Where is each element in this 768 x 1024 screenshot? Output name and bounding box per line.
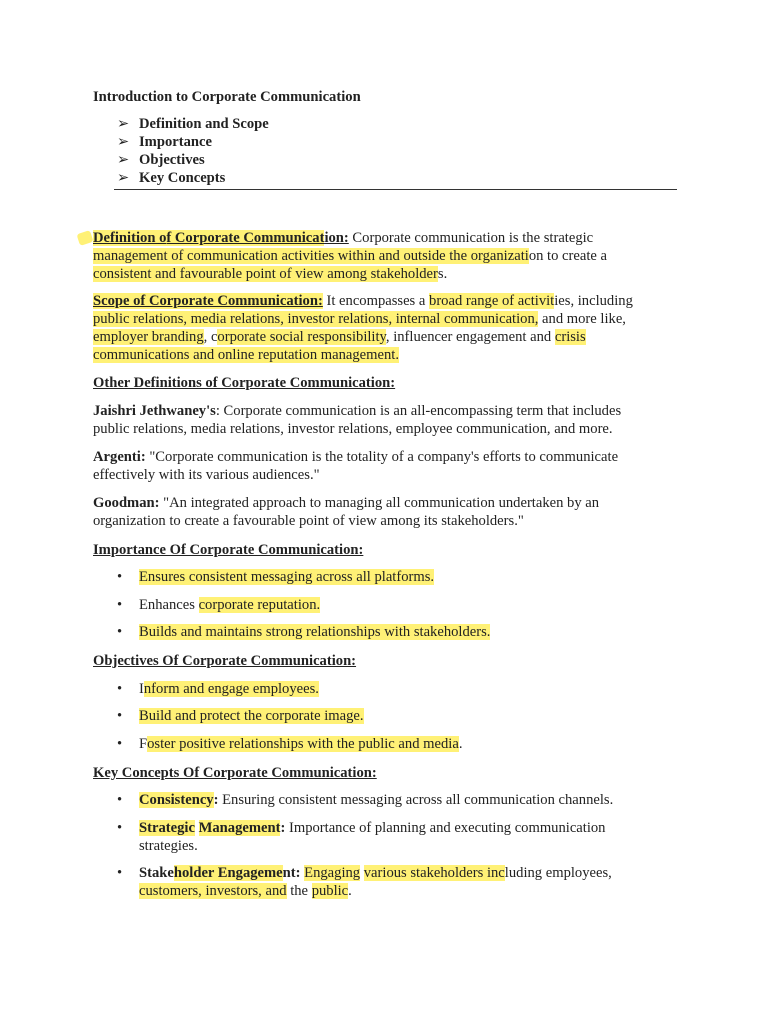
- objectives-heading: Objectives Of Corporate Communication:: [93, 653, 357, 669]
- importance-heading: Importance Of Corporate Communication:: [93, 542, 364, 558]
- bullet-icon: •: [117, 736, 123, 752]
- other-definitions-heading: Other Definitions of Corporate Communication:: [93, 375, 396, 391]
- jaishri-definition: Jaishri Jethwaney's: Corporate communication is an all-encompassing term that includes: [93, 403, 622, 419]
- bullet-icon: •: [117, 597, 123, 613]
- arrow-icon: ➢: [117, 116, 130, 132]
- bullet-icon: •: [117, 681, 123, 697]
- argenti-definition: Argenti: "Corporate communication is the totality of a company's efforts to communicate: [93, 449, 619, 465]
- document-page: Introduction to Corporate Communication ➢ Definition and Scope ➢ Importance ➢ Objectives ➢ Key Concepts Definition of Corporate Communication: Corporate communication is the strategic management of communication activities within and outside the organization to create a consistent and favourable point of view among stakeholders. Scope of Corporate Communication: It encompasses a broad range of activities, including public relations, media relations, investor relations, internal communication, and more like, employer branding, corporate social responsibility, influencer engagement and crisis communications and online reputation management. Other Definitions of Corporate Communication: Jaishri Jethwaney's: Corporate communication is an all-encompassing term that includes public relations, media relations, investor relations, employee communication, and more. Argenti: "Corporate communication is the totality of a company's efforts to communicate effectively with its various audiences." Goodman: "An integrated approach to managing all communication undertaken by an organization to create a favourable point of view among its stakeholders." Importance Of Corporate Communication: • Ensures consistent messaging across all platforms. • Enhances corporate reputation. • Builds and maintains strong relationships with stakeholders. Objectives Of Corporate Communication: • Inform and engage employees. • Build and protect the corporate image. • Foster positive relationships with the public and media. Key Concepts Of Corporate Communication: • Consistency: Ensuring consistent messaging across all communication channels. • Strategic Management: Importance of planning and executing communication strategies. • Stakeholder Engagement: Engaging various stakeholders including employees, customers, investors, and the public.: [0, 0, 768, 1024]
- bullet-icon: •: [117, 569, 123, 585]
- intro-item: ➢ Objectives: [117, 152, 205, 168]
- highlight-mark: [76, 230, 93, 246]
- divider: [114, 189, 677, 190]
- goodman-definition: Goodman: "An integrated approach to managing all communication undertaken by an: [93, 495, 600, 511]
- arrow-icon: ➢: [117, 152, 130, 168]
- key-concepts-heading: Key Concepts Of Corporate Communication:: [93, 765, 377, 781]
- bullet-icon: •: [117, 865, 123, 881]
- intro-item: ➢ Key Concepts: [117, 170, 226, 186]
- scope-paragraph: Scope of Corporate Communication: It encompasses a broad range of activities, including: [93, 293, 633, 309]
- definition-paragraph: Definition of Corporate Communication: Corporate communication is the strategic: [93, 230, 594, 246]
- bullet-icon: •: [117, 820, 123, 836]
- bullet-icon: •: [117, 624, 123, 640]
- bullet-icon: •: [117, 792, 123, 808]
- arrow-icon: ➢: [117, 170, 130, 186]
- intro-title: Introduction to Corporate Communication: [93, 89, 361, 105]
- intro-item: ➢ Importance: [117, 134, 212, 150]
- arrow-icon: ➢: [117, 134, 130, 150]
- intro-item: ➢ Definition and Scope: [117, 116, 269, 132]
- bullet-icon: •: [117, 708, 123, 724]
